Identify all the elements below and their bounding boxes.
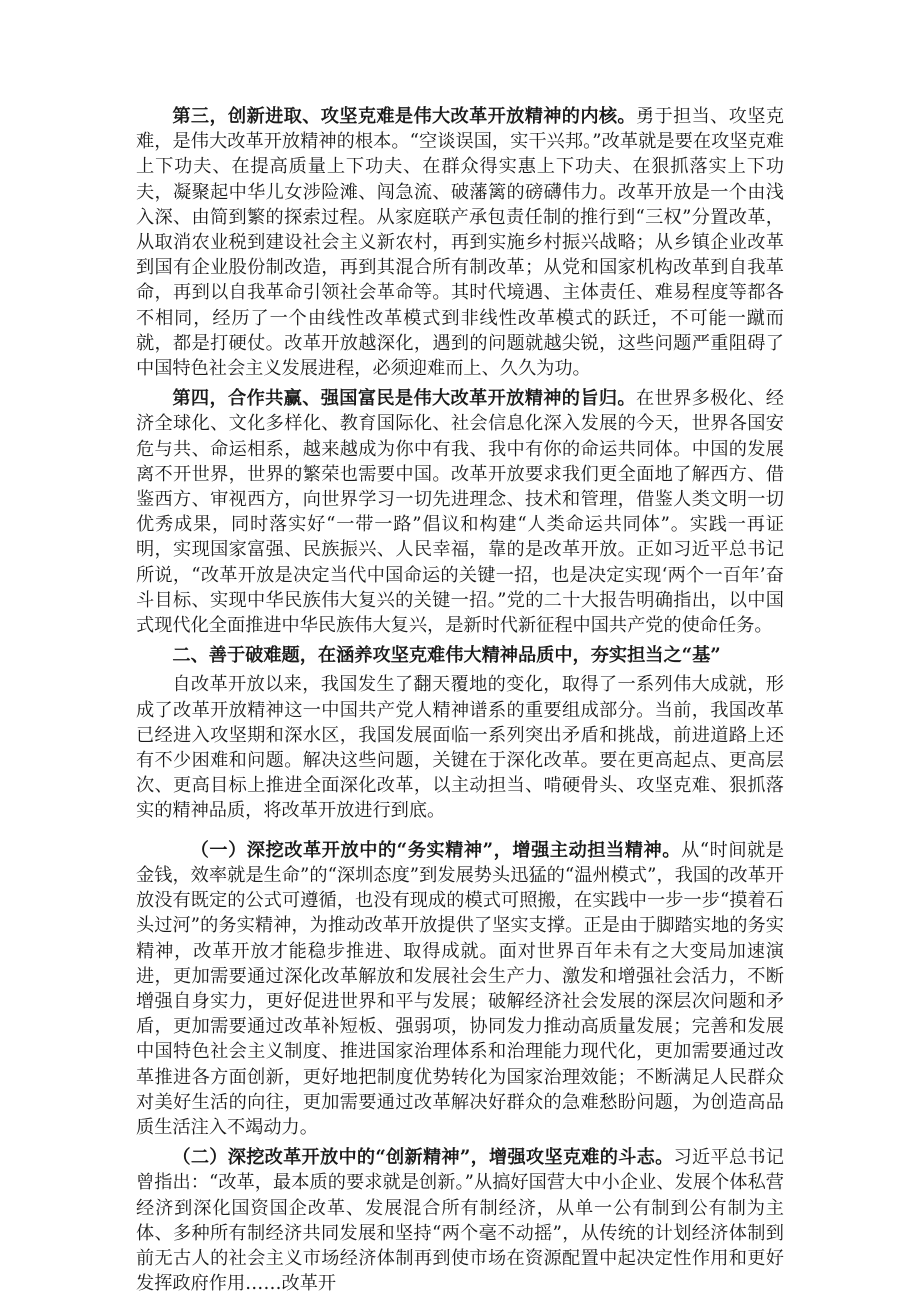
sub-paragraph-innovation-spirit bbox=[136, 1145, 784, 1296]
document-page bbox=[136, 104, 784, 1296]
sub-paragraph-body: 从“时间就是金钱，效率就是生命”的“深圳态度”到发展势头迅猛的“温州模式”，我国的改革开放没有既定的公式可遵循，也没有现成的模式可照搬，在实践中一步一步“摸着石头过河”的务实精神，为推动改革开放提供了坚实支撑。正是由于脚踏实地的务实精神，改革开放才能稳步推进、取得成就。面对世界百年未有之大变局加速演进，更加需要通过深化改革解放和发展社会生产力、激发和增强社会活力，不断增强自身实力，更好促进世界和平与发展；破解经济社会发展的深层次问题和矛盾，更加需要通过改革补短板、强弱项，协同发力推动高质量发展；完善和发展中国特色社会主义制度、推进国家治理体系和治理能力现代化，更加需要通过改革推进各方面创新，更好地把制度优势转化为国家治理效能；不断满足人民群众对美好生活的向往，更加需要通过改革解决好群众的急难愁盼问题，为创造高品质生活注入不竭动力。 bbox=[136, 839, 784, 1138]
paragraph-body: 勇于担当、攻坚克难，是伟大改革开放精神的根本。“空谈误国，实干兴邦。”改革就是要在攻坚克难上下功夫、在提高质量上下功夫、在群众得实惠上下功夫、在狠抓落实上下功夫，凝聚起中华儿女涉险滩、闯急流、破藩篱的磅礴伟力。改革开放是一个由浅入深、由简到繁的探索过程。从家庭联产承包责任制的推行到“三权”分置改革，从取消农业税到建设社会主义新农村，再到实施乡村振兴战略；从乡镇企业改革到国有企业股份制改造，再到其混合所有制改革；从党和国家机构改革到自我革命，再到以自我革命引领社会革命等。其时代境遇、主体责任、难易程度等都各不相同，经历了一个由线性改革模式到非线性改革模式的跃迁，不可能一蹴而就，都是打硬仗。改革开放越深化，遇到的问题就越尖锐，这些问题严重阻碍了中国特色社会主义发展进程，必须迎难而上、久久为功。 bbox=[136, 106, 784, 380]
sub-paragraph-body: 习近平总书记曾指出：“改革，最本质的要求就是创新。”从搞好国营大中小企业、发展个体私营经济到深化国资国企改革、发展混合所有制经济，从单一公有制到公有制为主体、多种所有制经济共同发展和坚持“两个毫不动摇”，从传统的计划经济体制到前无古人的社会主义市场经济体制再到使市场在资源配置中起决定性作用和更好发挥政府作用……改革开 bbox=[136, 1147, 784, 1295]
sub-paragraph-lead: （二）深挖改革开放中的“创新精神”，增强攻坚克难的斗志。 bbox=[172, 1147, 674, 1169]
sub-paragraph-pragmatic-spirit bbox=[136, 838, 784, 1140]
paragraph-third-point bbox=[136, 104, 784, 381]
paragraph-body: 在世界多极化、经济全球化、文化多样化、教育国际化、社会信息化深入发展的今天，世界各国安危与共、命运相系，越来越成为你中有我、我中有你的命运共同体。中国的发展离不开世界，世界的繁荣也需要中国。改革开放要求我们更全面地了解西方、借鉴西方、审视西方，向世界学习一切先进理念、技术和管理，借鉴人类文明一切优秀成果，同时落实好“一带一路”倡议和构建“人类命运共同体”。实践一再证明，实现国家富强、民族振兴、人民幸福，靠的是改革开放。正如习近平总书记所说，“改革开放是决定当代中国命运的关键一招，也是决定实现‘两个一百年’奋斗目标、实现中华民族伟大复兴的关键一招。”党的二十大报告明确指出，以中国式现代化全面推进中华民族伟大复兴，是新时代新征程中国共产党的使命任务。 bbox=[136, 388, 784, 637]
section-intro: 自改革开放以来，我国发生了翻天覆地的变化，取得了一系列伟大成就，形成了改革开放精神这一中国共产党人精神谱系的重要组成部分。当前，我国改革已经进入攻坚期和深水区，我国发展面临一系列突出矛盾和挑战，前进道路上还有不少困难和问题。解决这些问题，关键在于深化改革。要在更高起点、更高层次、更高目标上推进全面深化改革，以主动担当、啃硬骨头、攻坚克难、狠抓落实的精神品质，将改革开放进行到底。 bbox=[136, 674, 784, 822]
paragraph-fourth-point bbox=[136, 386, 784, 638]
sub-paragraph-lead: （一）深挖改革开放中的“务实精神”，增强主动担当精神。 bbox=[190, 839, 681, 861]
section-heading: 二、善于破难题，在涵养攻坚克难伟大精神品质中，夯实担当之“基” bbox=[172, 645, 721, 667]
paragraph-lead: 第四，合作共赢、强国富民是伟大改革开放精神的旨归。 bbox=[172, 388, 636, 410]
paragraph-lead: 第三，创新进取、攻坚克难是伟大改革开放精神的内核。 bbox=[172, 106, 636, 127]
